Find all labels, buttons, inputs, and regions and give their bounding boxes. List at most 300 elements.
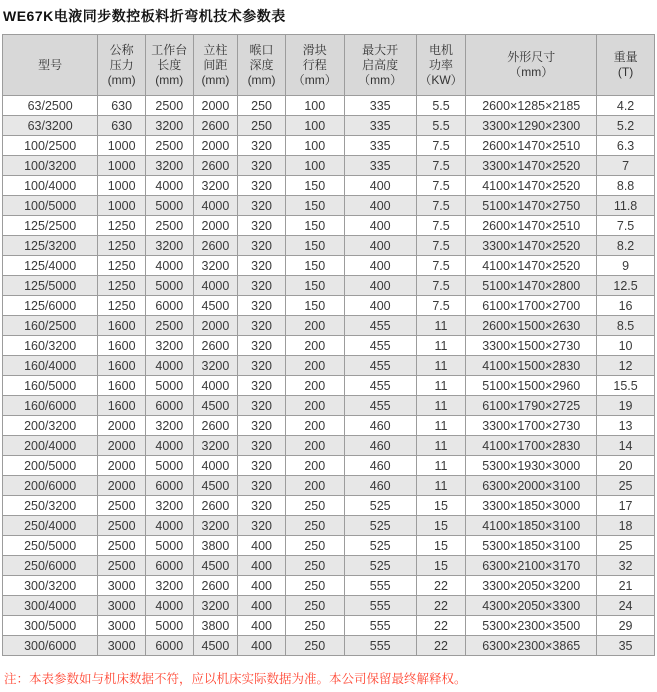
- value-cell: 11: [416, 316, 466, 336]
- value-cell: 250: [285, 516, 344, 536]
- table-header: [3, 35, 655, 96]
- value-cell: 320: [238, 136, 286, 156]
- value-cell: 11: [416, 356, 466, 376]
- value-cell: 4500: [193, 396, 238, 416]
- model-cell: 200/4000: [3, 436, 98, 456]
- header-line: 公称: [109, 42, 134, 57]
- table-row: [3, 356, 655, 376]
- value-cell: 1000: [98, 196, 146, 216]
- value-cell: 2500: [98, 516, 146, 536]
- value-cell: 2500: [98, 556, 146, 576]
- value-cell: 320: [238, 196, 286, 216]
- value-cell: 400: [344, 276, 416, 296]
- value-cell: 3800: [193, 536, 238, 556]
- value-cell: 455: [344, 356, 416, 376]
- value-cell: 150: [285, 196, 344, 216]
- value-cell: 1000: [98, 176, 146, 196]
- header-cell: [344, 35, 416, 96]
- value-cell: 5000: [145, 616, 193, 636]
- value-cell: 15: [416, 516, 466, 536]
- value-cell: 3300×1850×3000: [466, 496, 597, 516]
- value-cell: 7.5: [597, 216, 655, 236]
- footnote: 注：本表参数如与机床数据不符，应以机床实际数据为准。本公司保留最终解释权。: [4, 672, 467, 686]
- header-cell: [3, 35, 98, 96]
- table-row: [3, 436, 655, 456]
- value-cell: 3300×1290×2300: [466, 116, 597, 136]
- value-cell: 6000: [145, 556, 193, 576]
- table-row: [3, 116, 655, 136]
- value-cell: 35: [597, 636, 655, 656]
- value-cell: 5300×1850×3100: [466, 536, 597, 556]
- header-line: 行程: [302, 57, 327, 72]
- value-cell: 3200: [145, 236, 193, 256]
- value-cell: 400: [238, 576, 286, 596]
- value-cell: 1250: [98, 216, 146, 236]
- value-cell: 630: [98, 96, 146, 116]
- value-cell: 320: [238, 436, 286, 456]
- value-cell: 3000: [98, 596, 146, 616]
- value-cell: 555: [344, 576, 416, 596]
- value-cell: 22: [416, 616, 466, 636]
- value-cell: 4100×1470×2520: [466, 256, 597, 276]
- header-row: [3, 35, 655, 96]
- value-cell: 1600: [98, 356, 146, 376]
- value-cell: 2600: [193, 576, 238, 596]
- value-cell: 3200: [145, 336, 193, 356]
- model-cell: 125/2500: [3, 216, 98, 236]
- value-cell: 6100×1790×2725: [466, 396, 597, 416]
- value-cell: 320: [238, 176, 286, 196]
- value-cell: 5100×1500×2960: [466, 376, 597, 396]
- value-cell: 4000: [145, 516, 193, 536]
- model-cell: 300/6000: [3, 636, 98, 656]
- model-cell: 300/4000: [3, 596, 98, 616]
- value-cell: 320: [238, 296, 286, 316]
- header-line: （mm）: [292, 72, 337, 87]
- value-cell: 460: [344, 416, 416, 436]
- value-cell: 320: [238, 496, 286, 516]
- table-row: [3, 556, 655, 576]
- value-cell: 455: [344, 396, 416, 416]
- value-cell: 320: [238, 456, 286, 476]
- value-cell: 2000: [193, 216, 238, 236]
- value-cell: 17: [597, 496, 655, 516]
- value-cell: 150: [285, 276, 344, 296]
- value-cell: 400: [344, 196, 416, 216]
- value-cell: 4000: [193, 276, 238, 296]
- table-row: [3, 256, 655, 276]
- header-line: 功率: [429, 57, 454, 72]
- value-cell: 4100×1500×2830: [466, 356, 597, 376]
- table-row: [3, 276, 655, 296]
- value-cell: 200: [285, 416, 344, 436]
- header-line: （mm）: [509, 65, 554, 79]
- value-cell: 400: [344, 236, 416, 256]
- value-cell: 22: [416, 576, 466, 596]
- header-cell: [98, 35, 146, 96]
- value-cell: 150: [285, 216, 344, 236]
- value-cell: 7.5: [416, 216, 466, 236]
- value-cell: 525: [344, 496, 416, 516]
- model-cell: 160/2500: [3, 316, 98, 336]
- value-cell: 2000: [193, 316, 238, 336]
- value-cell: 1000: [98, 156, 146, 176]
- value-cell: 2600: [193, 336, 238, 356]
- model-cell: 125/4000: [3, 256, 98, 276]
- model-cell: 100/5000: [3, 196, 98, 216]
- value-cell: 6300×2000×3100: [466, 476, 597, 496]
- header-line: 外形尺寸: [507, 50, 556, 64]
- value-cell: 525: [344, 516, 416, 536]
- value-cell: 3200: [193, 596, 238, 616]
- model-cell: 125/3200: [3, 236, 98, 256]
- table-row: [3, 616, 655, 636]
- value-cell: 320: [238, 336, 286, 356]
- value-cell: 335: [344, 156, 416, 176]
- header-line: 滑块: [302, 42, 327, 57]
- table-row: [3, 496, 655, 516]
- header-line: (mm): [247, 72, 276, 87]
- value-cell: 4100×1470×2520: [466, 176, 597, 196]
- value-cell: 5300×1930×3000: [466, 456, 597, 476]
- value-cell: 200: [285, 436, 344, 456]
- table-row: [3, 396, 655, 416]
- value-cell: 5.5: [416, 116, 466, 136]
- value-cell: 12.5: [597, 276, 655, 296]
- value-cell: 460: [344, 476, 416, 496]
- value-cell: 3300×1700×2730: [466, 416, 597, 436]
- value-cell: 2600×1470×2510: [466, 136, 597, 156]
- value-cell: 2600×1470×2510: [466, 216, 597, 236]
- model-cell: 300/5000: [3, 616, 98, 636]
- value-cell: 2600×1285×2185: [466, 96, 597, 116]
- value-cell: 2000: [98, 476, 146, 496]
- header-line: (mm): [201, 72, 230, 87]
- value-cell: 3200: [145, 116, 193, 136]
- value-cell: 7.5: [416, 176, 466, 196]
- value-cell: 4000: [193, 456, 238, 476]
- value-cell: 555: [344, 616, 416, 636]
- value-cell: 7.5: [416, 136, 466, 156]
- value-cell: 320: [238, 236, 286, 256]
- value-cell: 1250: [98, 276, 146, 296]
- model-cell: 63/2500: [3, 96, 98, 116]
- value-cell: 100: [285, 116, 344, 136]
- value-cell: 10: [597, 336, 655, 356]
- table-row: [3, 156, 655, 176]
- value-cell: 250: [238, 116, 286, 136]
- page-title: WE67K电液同步数控板料折弯机技术参数表: [3, 8, 286, 24]
- value-cell: 4000: [145, 256, 193, 276]
- value-cell: 525: [344, 556, 416, 576]
- header-cell: [145, 35, 193, 96]
- value-cell: 3200: [193, 176, 238, 196]
- value-cell: 250: [285, 556, 344, 576]
- value-cell: 1600: [98, 376, 146, 396]
- table-row: [3, 316, 655, 336]
- value-cell: 7.5: [416, 196, 466, 216]
- value-cell: 250: [285, 496, 344, 516]
- value-cell: 2500: [145, 216, 193, 236]
- model-cell: 100/3200: [3, 156, 98, 176]
- value-cell: 6300×2300×3865: [466, 636, 597, 656]
- value-cell: 14: [597, 436, 655, 456]
- value-cell: 9: [597, 256, 655, 276]
- table-row: [3, 476, 655, 496]
- value-cell: 7.5: [416, 236, 466, 256]
- value-cell: 5000: [145, 456, 193, 476]
- model-cell: 200/5000: [3, 456, 98, 476]
- value-cell: 25: [597, 476, 655, 496]
- value-cell: 460: [344, 436, 416, 456]
- value-cell: 3000: [98, 576, 146, 596]
- value-cell: 250: [285, 616, 344, 636]
- value-cell: 11: [416, 336, 466, 356]
- value-cell: 320: [238, 396, 286, 416]
- value-cell: 22: [416, 636, 466, 656]
- table-body: [3, 96, 655, 656]
- value-cell: 5000: [145, 376, 193, 396]
- value-cell: 18: [597, 516, 655, 536]
- value-cell: 6000: [145, 636, 193, 656]
- value-cell: 460: [344, 456, 416, 476]
- header-line: 压力: [109, 57, 134, 72]
- value-cell: 320: [238, 276, 286, 296]
- value-cell: 11: [416, 436, 466, 456]
- value-cell: 5100×1470×2800: [466, 276, 597, 296]
- value-cell: 400: [344, 176, 416, 196]
- header-line: 重量: [613, 50, 638, 64]
- value-cell: 13: [597, 416, 655, 436]
- value-cell: 200: [285, 356, 344, 376]
- value-cell: 11: [416, 396, 466, 416]
- value-cell: 525: [344, 536, 416, 556]
- value-cell: 6000: [145, 476, 193, 496]
- value-cell: 555: [344, 596, 416, 616]
- value-cell: 1600: [98, 396, 146, 416]
- header-cell: [466, 35, 597, 96]
- value-cell: 1000: [98, 136, 146, 156]
- value-cell: 1250: [98, 256, 146, 276]
- spec-table: [2, 34, 655, 656]
- value-cell: 3300×1470×2520: [466, 156, 597, 176]
- value-cell: 320: [238, 416, 286, 436]
- value-cell: 455: [344, 316, 416, 336]
- value-cell: 8.5: [597, 316, 655, 336]
- value-cell: 5.5: [416, 96, 466, 116]
- value-cell: 15.5: [597, 376, 655, 396]
- value-cell: 3300×1470×2520: [466, 236, 597, 256]
- value-cell: 7.5: [416, 276, 466, 296]
- table-row: [3, 336, 655, 356]
- value-cell: 3800: [193, 616, 238, 636]
- header-line: 启高度: [362, 57, 399, 72]
- value-cell: 3000: [98, 636, 146, 656]
- value-cell: 320: [238, 156, 286, 176]
- value-cell: 150: [285, 236, 344, 256]
- value-cell: 250: [285, 596, 344, 616]
- value-cell: 400: [238, 536, 286, 556]
- value-cell: 250: [238, 96, 286, 116]
- value-cell: 3200: [193, 356, 238, 376]
- value-cell: 20: [597, 456, 655, 476]
- value-cell: 3200: [193, 256, 238, 276]
- value-cell: 2000: [193, 96, 238, 116]
- value-cell: 2000: [98, 456, 146, 476]
- model-cell: 100/2500: [3, 136, 98, 156]
- header-cell: [193, 35, 238, 96]
- model-cell: 200/3200: [3, 416, 98, 436]
- value-cell: 3200: [145, 156, 193, 176]
- value-cell: 100: [285, 156, 344, 176]
- header-line: 型号: [38, 57, 63, 72]
- header-line: （KW）: [419, 72, 463, 87]
- model-cell: 200/6000: [3, 476, 98, 496]
- value-cell: 400: [238, 636, 286, 656]
- header-line: 最大开: [362, 42, 399, 57]
- value-cell: 3200: [145, 576, 193, 596]
- value-cell: 4000: [145, 596, 193, 616]
- value-cell: 2600: [193, 496, 238, 516]
- header-line: (mm): [155, 72, 184, 87]
- value-cell: 335: [344, 96, 416, 116]
- table-row: [3, 636, 655, 656]
- value-cell: 335: [344, 136, 416, 156]
- value-cell: 4000: [193, 376, 238, 396]
- value-cell: 320: [238, 256, 286, 276]
- table-row: [3, 596, 655, 616]
- value-cell: 630: [98, 116, 146, 136]
- value-cell: 5000: [145, 276, 193, 296]
- value-cell: 2600: [193, 236, 238, 256]
- value-cell: 22: [416, 596, 466, 616]
- model-cell: 100/4000: [3, 176, 98, 196]
- value-cell: 250: [285, 636, 344, 656]
- table-row: [3, 176, 655, 196]
- value-cell: 320: [238, 516, 286, 536]
- value-cell: 455: [344, 376, 416, 396]
- value-cell: 3300×2050×3200: [466, 576, 597, 596]
- model-cell: 160/6000: [3, 396, 98, 416]
- value-cell: 100: [285, 136, 344, 156]
- value-cell: 1250: [98, 296, 146, 316]
- value-cell: 2500: [145, 136, 193, 156]
- value-cell: 400: [344, 216, 416, 236]
- value-cell: 3200: [193, 436, 238, 456]
- value-cell: 200: [285, 396, 344, 416]
- model-cell: 250/4000: [3, 516, 98, 536]
- value-cell: 21: [597, 576, 655, 596]
- table-row: [3, 536, 655, 556]
- value-cell: 4500: [193, 556, 238, 576]
- value-cell: 250: [285, 576, 344, 596]
- value-cell: 4000: [193, 196, 238, 216]
- value-cell: 200: [285, 376, 344, 396]
- header-line: 工作台: [151, 42, 188, 57]
- value-cell: 5300×2300×3500: [466, 616, 597, 636]
- value-cell: 320: [238, 476, 286, 496]
- table-row: [3, 576, 655, 596]
- header-line: (T): [617, 65, 634, 79]
- value-cell: 320: [238, 376, 286, 396]
- header-line: 喉口: [249, 42, 274, 57]
- model-cell: 160/5000: [3, 376, 98, 396]
- value-cell: 6100×1700×2700: [466, 296, 597, 316]
- value-cell: 2600: [193, 156, 238, 176]
- value-cell: 150: [285, 256, 344, 276]
- value-cell: 200: [285, 456, 344, 476]
- value-cell: 555: [344, 636, 416, 656]
- model-cell: 250/6000: [3, 556, 98, 576]
- value-cell: 100: [285, 96, 344, 116]
- value-cell: 11: [416, 416, 466, 436]
- model-cell: 250/3200: [3, 496, 98, 516]
- value-cell: 2000: [98, 416, 146, 436]
- value-cell: 24: [597, 596, 655, 616]
- value-cell: 4100×1850×3100: [466, 516, 597, 536]
- value-cell: 2500: [98, 496, 146, 516]
- value-cell: 7: [597, 156, 655, 176]
- table-row: [3, 456, 655, 476]
- header-line: (mm): [107, 72, 136, 87]
- value-cell: 4500: [193, 296, 238, 316]
- value-cell: 2500: [98, 536, 146, 556]
- value-cell: 8.8: [597, 176, 655, 196]
- value-cell: 15: [416, 556, 466, 576]
- value-cell: 200: [285, 336, 344, 356]
- table-row: [3, 236, 655, 256]
- value-cell: 4000: [145, 436, 193, 456]
- value-cell: 7.5: [416, 256, 466, 276]
- value-cell: 4.2: [597, 96, 655, 116]
- value-cell: 25: [597, 536, 655, 556]
- value-cell: 200: [285, 476, 344, 496]
- table-row: [3, 196, 655, 216]
- value-cell: 11: [416, 476, 466, 496]
- value-cell: 5.2: [597, 116, 655, 136]
- model-cell: 300/3200: [3, 576, 98, 596]
- header-line: 长度: [157, 57, 182, 72]
- model-cell: 125/6000: [3, 296, 98, 316]
- header-line: 立柱: [203, 42, 228, 57]
- value-cell: 320: [238, 356, 286, 376]
- value-cell: 400: [238, 616, 286, 636]
- value-cell: 320: [238, 216, 286, 236]
- value-cell: 400: [238, 596, 286, 616]
- header-cell: [285, 35, 344, 96]
- model-cell: 250/5000: [3, 536, 98, 556]
- value-cell: 4100×1700×2830: [466, 436, 597, 456]
- value-cell: 2000: [193, 136, 238, 156]
- value-cell: 5000: [145, 536, 193, 556]
- value-cell: 3300×1500×2730: [466, 336, 597, 356]
- model-cell: 160/3200: [3, 336, 98, 356]
- value-cell: 4000: [145, 356, 193, 376]
- value-cell: 5100×1470×2750: [466, 196, 597, 216]
- value-cell: 32: [597, 556, 655, 576]
- value-cell: 6000: [145, 296, 193, 316]
- value-cell: 400: [238, 556, 286, 576]
- value-cell: 150: [285, 176, 344, 196]
- model-cell: 63/3200: [3, 116, 98, 136]
- value-cell: 455: [344, 336, 416, 356]
- value-cell: 6000: [145, 396, 193, 416]
- value-cell: 335: [344, 116, 416, 136]
- value-cell: 1250: [98, 236, 146, 256]
- header-cell: [416, 35, 466, 96]
- value-cell: 2500: [145, 96, 193, 116]
- value-cell: 15: [416, 536, 466, 556]
